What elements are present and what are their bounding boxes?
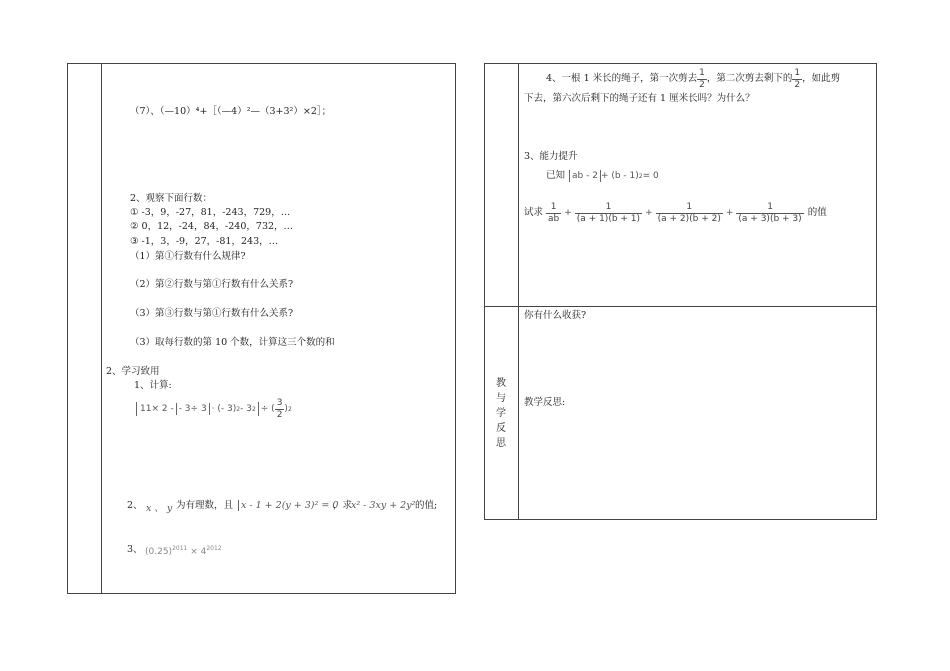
sub-question-4: （3）取每行数的第 10 个数，计算这三个数的和 xyxy=(130,337,335,348)
question-2-vars: x 、 y xyxy=(146,503,173,514)
question-3-label: 3、 xyxy=(127,544,143,555)
calc-expr-part-d: - 3 xyxy=(240,404,252,414)
problem-7: （7）、（—10）⁴+［（—4）²—（3+3²）×2］； xyxy=(130,106,332,117)
sub-question-3: （3）第③行数与第①行数有什么关系? xyxy=(130,308,294,319)
left-table-frame xyxy=(67,63,456,594)
apply-title: 2、学习致用 xyxy=(106,366,160,377)
value-of: 的值 xyxy=(807,207,827,218)
fraction-2: $\frac{1}{(a + 1)(b + 1)}$ xyxy=(576,201,641,224)
question-2-polynomial: x² - 3xy + 2y² xyxy=(351,500,416,511)
right-table-row-divider xyxy=(484,306,877,307)
gain-prompt: 你有什么收获? xyxy=(524,310,587,321)
sub-question-1: （1）第①行数有什么规律? xyxy=(130,251,246,262)
try-find: 试求 $\frac{1}{ab}$ + $\frac{1}{(a + 1)(b + 1)}$ + $\frac{1}{(a + 2)(b + 2)}$ + $\frac{1}{(a + 3)(b + 3)}$ 的值 xyxy=(524,201,827,224)
sequence-row-2: ② 0，12，-24，84，-240，732，… xyxy=(130,221,294,232)
fraction-4: $\frac{1}{(a + 3)(b + 3)}$ xyxy=(738,201,802,224)
sequence-row-3: ③ -1，3，-9，27，-81，243，… xyxy=(130,236,279,247)
sub-question-2: （2）第②行数与第①行数有什么关系? xyxy=(130,279,294,290)
question-2-label: 2、 xyxy=(127,500,143,511)
observe-title: 2、观察下面行数： xyxy=(130,193,213,204)
question-2-text: 为有理数，且 xyxy=(176,500,234,511)
left-table-column-divider xyxy=(101,63,102,594)
calc-expr-part-e: ÷ ( xyxy=(260,404,275,414)
question-2-condition: x - 1 + 2(y + 3)² = 0 xyxy=(238,500,338,511)
teaching-reflection-prompt: 教学反思: xyxy=(524,397,566,408)
known-expression: ab - 2 + (b - 1) 2 = 0 xyxy=(569,169,659,183)
question-4-line-2: 下去，第六次后剩下的绳子还有 1 厘米长吗？为什么？ xyxy=(524,93,755,104)
calc-expr-part-c: · (- 3) xyxy=(211,404,237,414)
ability-title: 3、能力提升 xyxy=(524,151,578,162)
calc-fraction: $\frac{3}{2}$ xyxy=(276,397,283,420)
q4-fraction-1: $\frac{1}{2}$ xyxy=(699,67,705,90)
question-3-expression: $(0.25)^{2011} \times 4^{2012}$ xyxy=(145,545,222,557)
right-table-frame xyxy=(484,63,877,520)
try-label: 试求 xyxy=(524,207,544,218)
sequence-row-1: ① -3，9，-27，81，-243，729，… xyxy=(130,207,291,218)
question-4-line-1: 4、一根 1 米长的绳子，第一次剪去 $\frac{1}{2}$ ，第二次剪去剩下的 $\frac{1}{2}$ ，如此剪 xyxy=(546,67,841,90)
fraction-3: $\frac{1}{(a + 2)(b + 2)}$ xyxy=(657,201,721,224)
question-2-ask: ，求 xyxy=(333,500,353,511)
calc-title: 1、计算: xyxy=(134,380,172,391)
fraction-1: $\frac{1}{ab}$ xyxy=(548,201,560,224)
calc-expr-part-f: ) xyxy=(284,404,288,414)
teaching-reflection-side-label: 教与学反思 xyxy=(496,378,506,449)
right-table-column-divider xyxy=(518,63,519,520)
known-label: 已知 xyxy=(546,170,566,181)
calc-expression: 11× 2 - - 3÷ 3 · (- 3) 2 - 3 2 ÷ ( $\frac{3}{2}$ ) 2 xyxy=(136,396,292,422)
question-2-end: 的值; xyxy=(415,500,438,511)
q4-fraction-2: $\frac{1}{2}$ xyxy=(794,67,801,90)
calc-expr-part-b: - 3÷ 3 xyxy=(178,404,207,414)
calc-expr-part-a: 11× 2 - xyxy=(140,404,174,414)
